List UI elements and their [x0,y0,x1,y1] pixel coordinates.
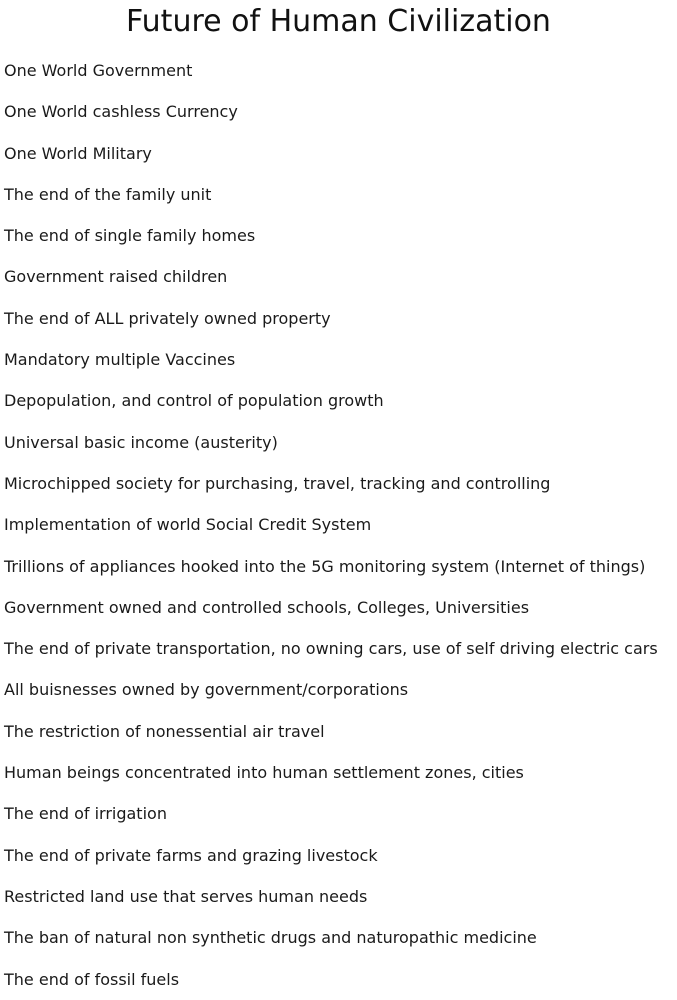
list-item: The end of fossil fuels [4,969,180,989]
list-item: Depopulation, and control of population growth [4,391,384,411]
list-item: The ban of natural non synthetic drugs and naturopathic medicine [4,928,537,948]
list-item: The end of private transportation, no owning cars, use of self driving electric cars [4,639,658,659]
list-item: Human beings concentrated into human settlement zones, cities [4,763,524,783]
list-item: Universal basic income (austerity) [4,432,278,452]
list-item: The end of irrigation [4,804,167,824]
list-item: One World Government [4,61,193,80]
list-item: Mandatory multiple Vaccines [4,350,236,370]
list-item: One World Military [4,143,152,163]
list-item: Implementation of world Social Credit System [4,515,372,535]
civilization-list [0,50,677,1000]
list-item: Microchipped society for purchasing, travel, tracking and controlling [4,473,551,493]
list-item: Restricted land use that serves human needs [4,886,368,906]
list-item: Government raised children [4,267,228,287]
list-item: The restriction of nonessential air travel [4,721,325,741]
list-item: The end of single family homes [4,226,256,246]
list-item: All buisnesses owned by government/corporations [4,680,409,700]
list-item: One World cashless Currency [4,102,238,122]
list-item: The end of ALL privately owned property [4,308,331,328]
list-item: The end of private farms and grazing livestock [4,845,378,865]
list-item: Government owned and controlled schools, Colleges, Universities [4,597,530,617]
page-title: Future of Human Civilization [126,4,551,39]
list-item: The end of the family unit [4,184,212,204]
list-item: Trillions of appliances hooked into the 5G monitoring system (Internet of things) [4,556,646,576]
